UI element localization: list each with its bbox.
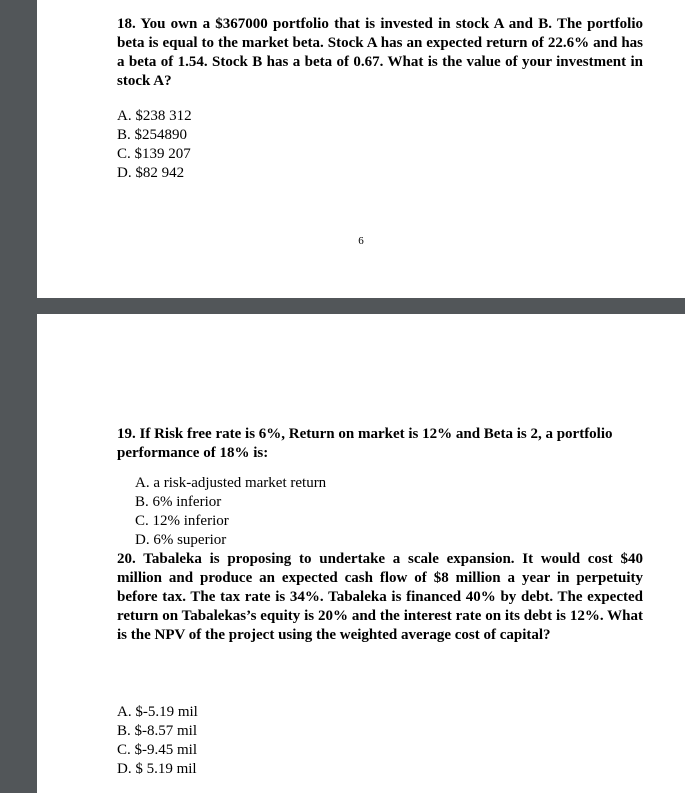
question-18-options	[117, 107, 192, 183]
question-18-option-a: A. $238 312	[117, 108, 192, 124]
question-19-option-a: A. a risk-adjusted market return	[135, 475, 327, 491]
question-19-text: 19. If Risk free rate is 6%, Return on market is 12% and Beta is 2, a portfolio performance of 18% is:	[117, 426, 613, 461]
document-page-2	[37, 314, 685, 793]
question-20-option-c: C. $-9.45 mil	[117, 742, 198, 758]
question-20-option-a: A. $-5.19 mil	[117, 704, 198, 720]
question-18-option-c: C. $139 207	[117, 146, 191, 162]
question-20-options	[117, 703, 198, 779]
document-page-1	[37, 0, 685, 298]
question-20-option-d: D. $ 5.19 mil	[117, 761, 197, 777]
question-18-option-d: D. $82 942	[117, 165, 185, 181]
question-19-options	[135, 474, 326, 550]
page-number: 6	[358, 235, 364, 247]
question-20-option-b: B. $-8.57 mil	[117, 723, 198, 739]
question-19-option-c: C. 12% inferior	[135, 513, 229, 529]
question-18-option-b: B. $254890	[117, 127, 188, 143]
question-18-text: 18. You own a $367000 portfolio that is invested in stock A and B. The portfolio beta is equal to the market beta. Stock A has an expected return of 22.6% and has a beta of 1.54. Stock B has a beta of 0.67. What is the value of your investment in stock A?	[117, 16, 643, 89]
question-20-text: 20. Tabaleka is proposing to undertake a scale expansion. It would cost $40 million and produce an expected cash flow of $8 million a year in perpetuity before tax. The tax rate is 34%. Tabaleka is financed 40% by debt. The expected return on Tabalekas’s equity is 20% and the interest rate on its debt is 12%. What is the NPV of the project using the weighted average cost of capital?	[117, 551, 643, 643]
question-19-option-b: B. 6% inferior	[135, 494, 222, 510]
question-19-option-d: D. 6% superior	[135, 532, 227, 548]
